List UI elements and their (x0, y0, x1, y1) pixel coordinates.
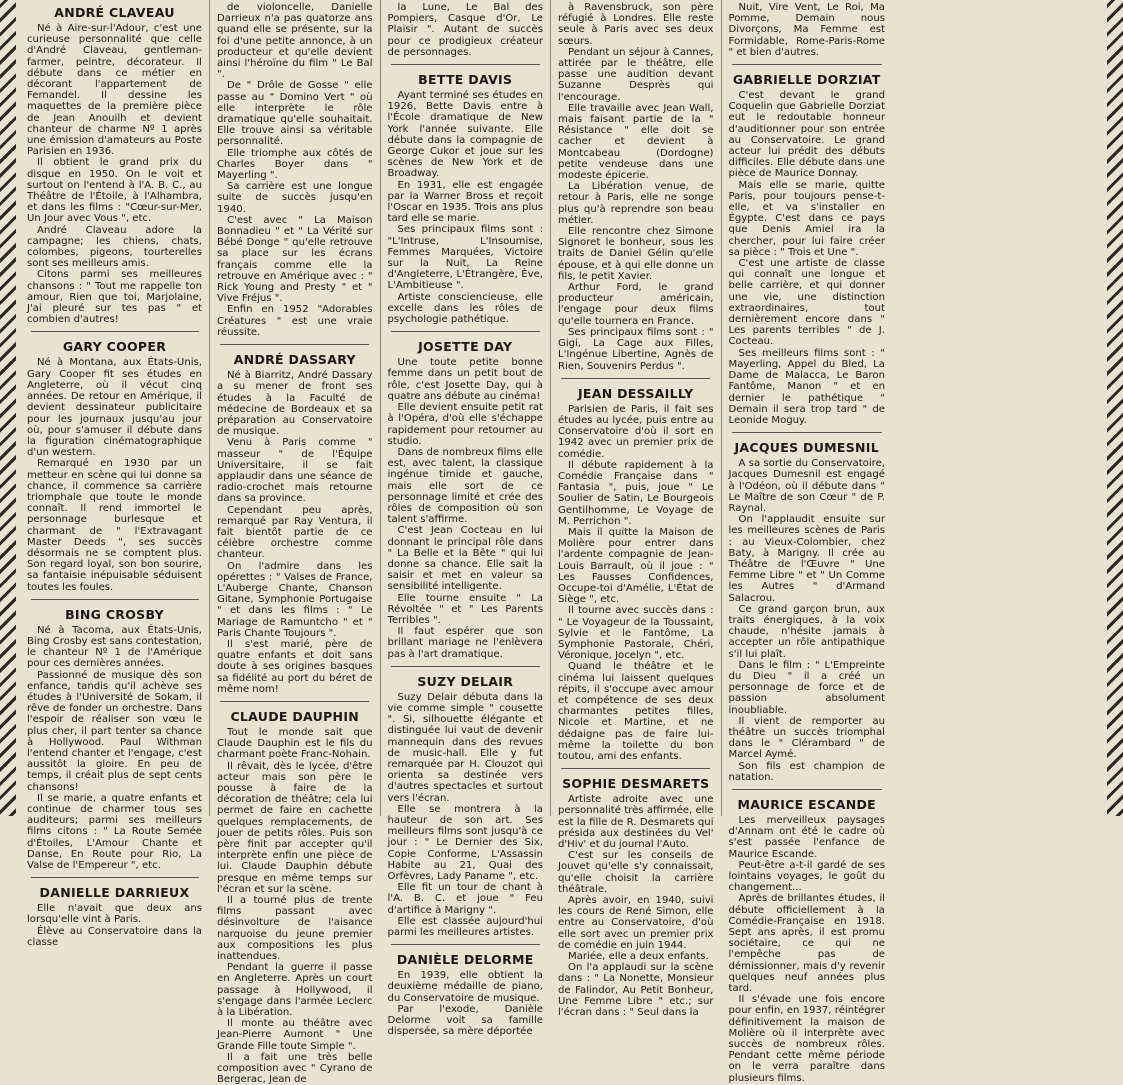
body-paragraph: Il monte au théâtre avec Jean-Pierre Aumont " Une Grande Fille toute Simple ". (217, 1018, 373, 1052)
section-heading: ANDRÉ DASSARY (233, 352, 356, 368)
section-heading: CLAUDE DAUPHIN (230, 708, 360, 724)
body-paragraph: On l'admire dans les opérettes : " Valses de France, L'Auberge Chante, Chanson Gitane, Symphonie Portugaise " et dans les films : " Le Mariage de Ramuntcho " et " Paris Chante Toujours ". (217, 560, 373, 639)
biography-section (217, 2, 373, 338)
biography-section (27, 599, 202, 871)
body-paragraph: Elle triomphe aux côtés de Charles Boyer dans " Mayerling ". (217, 147, 373, 182)
body-paragraph: En 1939, elle obtient la deuxième médaille de piano, du Conservatoire de musique. (387, 970, 543, 1004)
body-paragraph: Elle se montrera à la hauteur de son art. Ses meilleurs films sont jusqu'à ce jour : " Le Dernier des Six, Copie Conforme, L'Assassin Habite au 21, Quai des Orfèvres, Lady Paname ", etc. (387, 803, 543, 883)
biography-section (27, 877, 202, 948)
section-divider (732, 432, 882, 433)
body-paragraph: Citons parmi ses meilleures chansons : " Tout me rappelle ton amour, Rien que toi, Marjolaine, J'ai pleuré sur tes pas " et combien d'autres! (27, 269, 202, 326)
body-paragraph: Passionné de musique dès son enfance, tandis qu'il achève ses études à l'Université de Sokam, il rêve de fonder un orchestre. Dans l'espoir de réaliser son vœu le plus cher, il part tenter sa chance à Hollywood. Paul Withman l'entend chanter et l'engage, c'est aussitôt la gloire. En peu de temps, il créait plus de sept cents chansons! (27, 669, 202, 793)
body-paragraph: Parisien de Paris, il fait ses études au lycée, puis entre au Conservatoire d'où il sort en 1942 avec un premier prix de comédie. (558, 403, 714, 460)
body-paragraph: Elle rencontre chez Simone Signoret le bonheur, sous les traits de Daniel Gélin qu'elle épouse, et à qui elle donne un fils, le petit Xavier. (558, 226, 714, 282)
body-paragraph: Il s'évade une fois encore pour enfin, en 1937, réintégrer définitivement la maison de Molière où il interprète avec succès de nombreux rôles. Pendant cette même période on le verra paraître dans plusieurs films. (728, 994, 885, 1084)
body-paragraph: Une toute petite bonne femme dans un petit bout de rôle, c'est Josette Day, qui à quatre ans débute au cinéma! (387, 357, 543, 402)
text-column-1 (20, 0, 210, 948)
biography-section (388, 666, 544, 938)
biography-section (729, 2, 886, 58)
body-paragraph: Par l'exode, Danièle Delorme voit sa famille dispersée, sa mère déportée (387, 1003, 543, 1038)
body-paragraph: Il a fait une très belle composition avec " Cyrano de Bergerac, Jean de (217, 1051, 373, 1085)
body-paragraph: Quand le théâtre et le cinéma lui laissent quelques répits, il s'occupe avec amour et compétence de ses deux charmantes petites filles, Nicole et Martine, et ne dédaigne pas de faire lui-même la toilette du bon toutou, ami des enfants. (558, 661, 714, 762)
left-zigzag-border (0, 0, 16, 816)
section-heading: BETTE DAVIS (418, 72, 513, 88)
section-heading: DANIELLE DARRIEUX (39, 885, 190, 901)
body-paragraph: C'est sur les conseils de Jouvet qu'elle s'y connaissait, qu'elle choisit la carrière théâtrale. (558, 850, 714, 895)
newspaper-page (20, 0, 1103, 1085)
body-paragraph: Les merveilleux paysages d'Annam ont été le cadre où s'est passée l'enfance de Maurice Escande. (728, 815, 885, 860)
body-paragraph: Artiste consciencieuse, elle excelle dans les rôles de psychologie pathétique. (387, 291, 543, 326)
body-paragraph: Ses principaux films sont : " Gigi, La Cage aux Filles, L'Ingénue Libertine, Agnès de Rien, Souvenirs Perdus ". (558, 326, 714, 372)
section-divider (220, 344, 369, 345)
body-paragraph: André Claveau adore la campagne; les chiens, chats, colombes, pigeons, tourterelles sont ses meilleurs amis. (27, 224, 202, 270)
body-paragraph: On l'a applaudi sur la scène dans : " La Nonette, Monsieur de Falindor, Au Petit Bonheur, Une Femme Libre " etc.; sur l'écran dans : " Seul dans la (558, 962, 714, 1019)
body-paragraph: Dans le film : " L'Empreinte du Dieu " il a créé un personnage de force et de passion absolument inoubliable. (728, 659, 885, 716)
body-paragraph: Sa carrière est une longue suite de succès jusqu'en 1940. (217, 181, 373, 215)
biography-section (558, 378, 714, 763)
body-paragraph: C'est Jean Cocteau en lui donnant le principal rôle dans " La Belle et la Bête " qui lui donne sa chance. Elle sait la saisir et met en valeur sa sensibilité intelligente. (387, 525, 543, 593)
body-paragraph: Il rêvait, dès le lycée, d'être acteur mais son père le pousse à faire de la décoration de théâtre; cela lui permet de faire en cachette quelques remplacements, de jouer de petits rôles. Puis son père finit par accepter qu'il interprète enfin une pièce de lui. Claude Dauphin débute presque en même temps sur l'écran et sur la scène. (217, 760, 373, 895)
body-paragraph: Il a tourné plus de trente films passant avec désinvolture de l'aisance narquoise du jeune premier aux compositions les plus inattendues. (217, 895, 373, 963)
body-paragraph: Ce grand garçon brun, aux traits énergiques, à la voix chaude, n'hésite jamais à accepter un rôle antipathique s'il lui plaît. (728, 603, 885, 660)
body-paragraph: Né à Biarritz, André Dassary a su mener de front ses études à la Faculté de médecine de Bordeaux et sa préparation au Conservatoire de musique. (217, 370, 373, 438)
section-heading: SOPHIE DESMARETS (562, 776, 710, 792)
body-paragraph: Il s'est marié, père de quatre enfants et doit sans doute à ses origines basques sa fidélité au port du béret de même nom! (217, 638, 373, 695)
text-column-4 (551, 0, 722, 1019)
section-divider (31, 331, 199, 332)
body-paragraph: Elle tourne ensuite " La Révoltée " et " Les Parents Terribles ". (387, 592, 543, 626)
section-divider (391, 666, 540, 667)
biography-section (388, 944, 544, 1037)
body-paragraph: Il se marie, a quatre enfants et continue de charmer tous ses auditeurs; parmi ses meilleurs films citons : " La Route Semée d'Étoiles, L'Amour Chante et Danse, En Route pour Rio, La Valse de l'Empereur ", etc. (27, 792, 202, 872)
section-divider (561, 378, 710, 379)
biography-section (729, 432, 886, 783)
body-paragraph: C'est avec " La Maison Bonnadieu " et " La Vérité sur Bébé Donge " qu'elle retrouve sa place sur les écrans français comme elle la retrouve en Amérique avec : " Rick Young and Presty " et " Vive Fréjus ". (217, 214, 373, 305)
body-paragraph: Il faut espérer que son brillant mariage ne l'enlèvera pas à l'art dramatique. (387, 626, 543, 660)
section-divider (391, 331, 540, 332)
right-zigzag-border (1107, 0, 1123, 816)
body-paragraph: Il débute rapidement à la Comédie Française dans " Fantasia ", puis, joue " Le Soulier de Satin, Le Bourgeois Gentilhomme, Le Voyage de M. Perrichon ". (558, 459, 714, 527)
section-heading: DANIÈLE DELORME (396, 952, 534, 968)
biography-section (388, 64, 544, 325)
body-paragraph: de violoncelle, Danielle Darrieux n'a pas quatorze ans quand elle se présente, sur la foi d'une petite annonce, à un producteur et qu'elle devient ainsi l'héroïne du film " Le Bal ". (217, 2, 373, 81)
section-heading: SUZY DELAIR (417, 673, 514, 689)
body-paragraph: Son fils est champion de natation. (728, 760, 885, 783)
biography-section (388, 2, 544, 58)
body-paragraph: Né à Montana, aux États-Unis, Gary Cooper fit ses études en Angleterre, où il vécut cinq années. De retour en Amérique, il devient dessinateur publicitaire pour les journaux jusqu'au jour où, pour s'amuser il débute dans la figuration cinématographique d'un western. (27, 357, 202, 459)
section-heading: GABRIELLE DORZIAT (732, 72, 881, 88)
section-heading: GARY COOPER (62, 339, 167, 355)
section-divider (561, 768, 710, 769)
biography-section (27, 331, 202, 592)
biography-section (27, 5, 202, 325)
body-paragraph: Élève au Conservatoire dans la classe (27, 925, 202, 948)
section-heading: JOSETTE DAY (418, 339, 513, 355)
body-paragraph: On l'applaudit ensuite sur les meilleures scènes de Paris : au Vieux-Colombier, chez Baty, à Marigny. Il crée au Théâtre de l'Œuvre " Une Femme Libre " et " Un Comme les Autres " d'Armand Salacrou. (728, 514, 885, 604)
section-divider (220, 701, 369, 702)
body-paragraph: Mariée, elle a deux enfants. (568, 951, 709, 963)
biography-section (729, 789, 886, 1084)
body-paragraph: Après de brillantes études, il débute officiellement à la Comédie-Française en 1918. Sept ans après, il est promu sociétaire, ce qui ne l'empêche pas de démissionner, mais d'y revenir quelques neuf années plus tard. (728, 893, 885, 995)
body-paragraph: Artiste adroite avec une personnalité très affirmée, elle est la fille de R. Desmarets qui présida aux destinées du Vel' d'Hiv' et du journal l'Auto. (558, 794, 714, 851)
body-paragraph: De " Drôle de Gosse " elle passe au " Domino Vert " où elle interprète le rôle dramatique qu'elle souhaitait. Elle trouve ainsi sa véritable personnalité. (217, 80, 373, 148)
body-paragraph: Enfin en 1952 "Adorables Créatures " est une vraie réussite. (217, 304, 373, 338)
body-paragraph: Arthur Ford, le grand producteur américain, l'engage pour deux films qu'elle tournera en France. (558, 282, 714, 327)
body-paragraph: Mais il quitte la Maison de Molière pour entrer dans l'ardente compagnie de Jean-Louis Barrault, où il joue : " Les Fausses Confidences, Occupe-toi d'Amélie, L'État de Siège ", etc. (558, 526, 714, 606)
section-heading: MAURICE ESCANDE (737, 797, 876, 812)
body-paragraph: C'est une artiste de classe qui connaît une longue et belle carrière, et qui donner une vie, une distinction extraordinaires, tout dernièrement encore dans " Les parents terribles " de J. Cocteau. (728, 258, 885, 348)
body-paragraph: Il tourne avec succès dans : " Le Voyageur de la Toussaint, Sylvie et le Fantôme, La Symphonie Pastorale, Chéri, Véronique, Jocelyn ", etc. (558, 605, 714, 662)
body-paragraph: Pendant la guerre il passe en Angleterre. Après un court passage à Hollywood, il s'engage dans l'armée Leclerc à la Libération. (217, 962, 373, 1019)
body-paragraph: Elle n'avait que deux ans lorsqu'elle vint à Paris. (27, 903, 202, 926)
body-paragraph: Cependant peu après, remarqué par Ray Ventura, il fait bientôt partie de ce célèbre orchestre comme chanteur. (217, 504, 373, 561)
text-column-5 (722, 0, 893, 1084)
body-paragraph: C'est devant le grand Coquelin que Gabrielle Dorziat eut le redoutable honneur d'auditionner pour son entrée au Conservatoire. Le grand acteur lui prédit des débuts difficiles. Elle débute dans une pièce de Maurice Donnay. (728, 90, 885, 180)
body-paragraph: Il vient de remporter au théâtre un succès triomphal dans le " Clérambard " de Marcel Aymé. (728, 715, 885, 761)
section-divider (31, 599, 199, 600)
body-paragraph: Né à Aire-sur-l'Adour, c'est une curieuse personnalité que celle d'André Claveau, gentleman-farmer, peintre, décorateur. Il débute dans ce métier en décorant l'appartement de Fernandel. Il dessine les maquettes de la première pièce de Jean Anouilh et devient chanteur de charme Nº 1 après une émission d'amateurs au Poste Parisien en 1936. (27, 23, 202, 158)
body-paragraph: Il obtient le grand prix du disque en 1950. On le voit et surtout on l'entend à l'A. B. C., au Théâtre de l'Étoile, à l'Alhambra, et dans les films : "Cœur-sur-Mer, Un Jour avec Vous ", etc. (27, 157, 202, 225)
section-divider (732, 789, 882, 790)
body-paragraph: Suzy Delair débuta dans la vie comme simple " cousette ". Si, silhouette élégante et distinguée lui vaut de devenir mannequin dans des revues de music-hall. Elle y fut remarquée par H. Clouzot qui orienta sa destinée vers d'autres spectacles et surtout vers l'écran. (387, 691, 543, 804)
text-column-3 (381, 0, 552, 1038)
body-paragraph: Venu à Paris comme " masseur " de l'Équipe Universitaire, il se fait applaudir dans une séance de radio-crochet mais retourne dans sa province. (217, 437, 373, 505)
body-paragraph: Né à Tacoma, aux États-Unis, Bing Crosby est sans contestation, le chanteur Nº 1 de l'Amérique pour ces dernières années. (27, 624, 202, 670)
biography-section (217, 344, 373, 695)
body-paragraph: Ses principaux films sont : "L'Intruse, L'Insoumise, Femmes Marquées, Victoire sur la Nuit, La Reine d'Angleterre, L'Étrangère, Ève, L'Ambitieuse ". (387, 224, 543, 292)
section-heading: BING CROSBY (65, 606, 164, 622)
body-paragraph: Tout le monde sait que Claude Dauphin est le fils du charmant poète Franc-Nohain. (217, 726, 373, 761)
body-paragraph: Elle est classée aujourd'hui parmi les meilleures artistes. (387, 915, 543, 939)
section-divider (391, 64, 540, 65)
section-heading: ANDRÉ CLAVEAU (54, 5, 175, 20)
section-divider (391, 944, 540, 945)
body-paragraph: Pendant un séjour à Cannes, attirée par le théâtre, elle passe une audition devant Suzanne Desprès qui l'encourage. (558, 46, 714, 103)
body-paragraph: A sa sortie du Conservatoire, Jacques Dumesnil est engagé à l'Odéon, où il débute dans " Le Maître de son Cœur " de P. Raynal. (728, 458, 885, 514)
biography-section (217, 701, 373, 1085)
body-paragraph: Ses meilleurs films sont : " Mayerling, Appel du Bled, La Dame de Malacca, Le Baron Fantôme, Manon " et en dernier le pathétique " Demain il sera trop tard " de Leonide Moguy. (728, 347, 885, 426)
body-paragraph: Elle devient ensuite petit rat à l'Opéra, d'où elle s'échappe rapidement pour retourner au studio. (387, 402, 543, 447)
body-paragraph: La Libération venue, de retour à Paris, elle ne songe plus qu'à reprendre son beau métier. (558, 181, 714, 226)
body-paragraph: Elle fit un tour de chant à l'A. B. C. et joue " Feu d'artifice à Marigny ". (387, 882, 543, 916)
text-column-2 (210, 0, 381, 1085)
biography-section (729, 64, 886, 426)
body-paragraph: Remarqué en 1930 par un metteur en scène qui lui donne sa chance, il commence sa carrière triomphale que toute le monde connaît. Il rend immortel le personnage burlesque et charmant de " l'Extravagant Master Deeds ", ses succès désormais ne se comptent plus. Son regard loyal, son bon sourire, sa fantaisie inépuisable séduisent toutes les foules. (27, 458, 202, 593)
section-heading: JEAN DESSAILLY (577, 385, 694, 401)
body-paragraph: Mais elle se marie, quitte Paris, pour toujours pense-t-elle, et va s'installer en Égypte. C'est dans ce pays que Denis Amiel ira la chercher, pour lui faire créer sa pièce : " Trois et Une ". (728, 179, 885, 258)
body-paragraph: En 1931, elle est engagée par la Warner Bross et reçoit l'Oscar en 1935. Trois ans plus tard elle se marie. (387, 179, 543, 225)
section-heading: JACQUES DUMESNIL (734, 440, 880, 456)
body-paragraph: Elle travaille avec Jean Wall, mais faisant partie de la " Résistance " elle doit se cacher et devient à Montcabeau (Dordogne) petite vendeuse dans une modeste épicerie. (558, 102, 714, 182)
section-divider (31, 877, 199, 878)
body-paragraph: Ayant terminé ses études en 1926, Bette Davis entre à l'École dramatique de New York l'année suivante. Elle débute dans la compagnie de George Cukor et joue sur les scènes de New York et de Broadway. (387, 90, 543, 180)
biography-section (388, 331, 544, 659)
body-paragraph: Après avoir, en 1940, suivi les cours de René Simon, elle entre au Conservatoire, d'où elle sort avec un premier prix de comédie en juin 1944. (558, 895, 714, 951)
body-paragraph: Nuit, Vire Vent, Le Roi, Ma Pomme, Demain nous Divorçons, Ma Femme est Formidable, Rome-Paris-Rome " et bien d'autres. (728, 2, 885, 58)
biography-section (558, 2, 714, 372)
body-paragraph: la Lune, Le Bal des Pompiers, Casque d'Or, Le Plaisir ". Autant de succès pour ce prodigieux créateur de personnages. (387, 2, 543, 58)
body-paragraph: Peut-être a-t-il gardé de ses lointains voyages, le goût du changement... (728, 859, 885, 894)
section-divider (732, 64, 882, 65)
body-paragraph: Dans de nombreux films elle est, avec talent, la classique ingénue timide et gauche, mais elle sort de ce personnage limité et crée des rôles de composition où son talent s'affirme. (387, 446, 543, 526)
biography-section (558, 768, 714, 1018)
body-paragraph: à Ravensbruck, son père réfugié à Londres. Elle reste seule à Paris avec ses deux sœurs. (558, 2, 714, 47)
